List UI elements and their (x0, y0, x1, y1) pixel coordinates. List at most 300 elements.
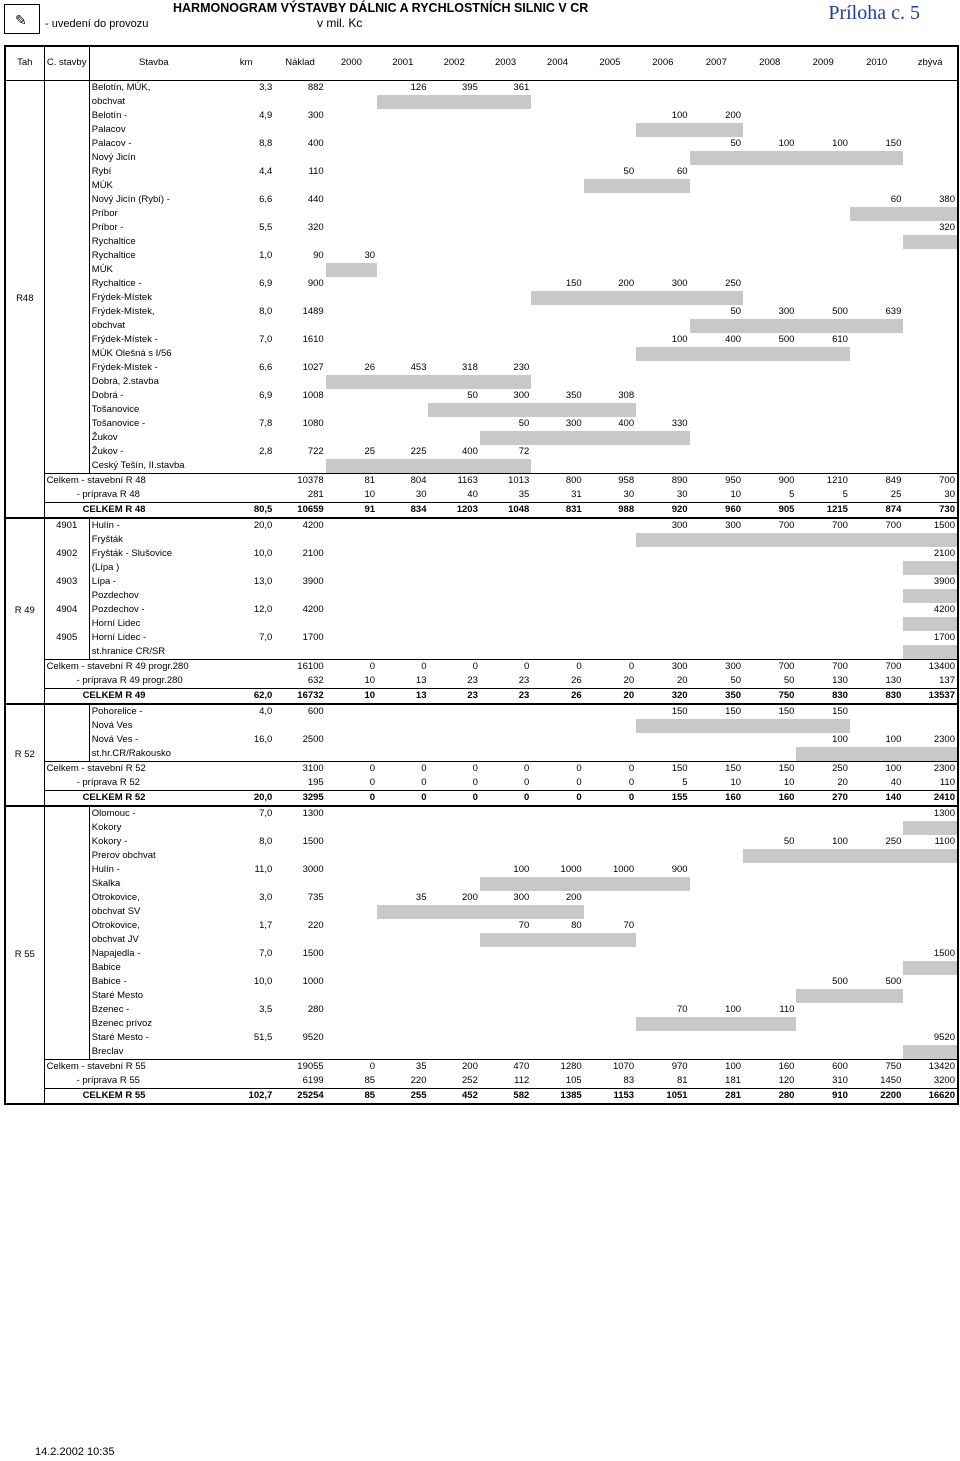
year-value (903, 1003, 958, 1017)
stavba-name-line2: Babice (91, 961, 121, 973)
year-value (903, 417, 958, 431)
empty-cell (218, 849, 275, 863)
schedule-bar-row (5, 403, 958, 417)
year-value (377, 417, 428, 431)
year-value (531, 305, 583, 319)
year-value (636, 221, 689, 235)
empty-cell (743, 589, 796, 603)
stavba-name: Príbor - (91, 221, 124, 233)
empty-cell (584, 961, 636, 975)
schedule-bar-row (5, 821, 958, 835)
year-value (531, 631, 583, 645)
year-value: 26 (531, 688, 583, 704)
year-value (531, 361, 583, 375)
column-header: zbývá (903, 46, 958, 80)
cost-value: 110 (308, 165, 324, 177)
year-value (480, 1003, 531, 1017)
stavby-number (44, 835, 89, 863)
km-value (218, 761, 275, 776)
schedule-bar (636, 347, 689, 361)
year-value: 308 (618, 389, 635, 401)
year-value (903, 277, 958, 291)
empty-cell (377, 719, 428, 733)
table-row (5, 445, 958, 459)
empty-cell (690, 375, 743, 389)
year-value: 23 (428, 688, 479, 704)
year-value (903, 445, 958, 459)
empty-cell (850, 431, 903, 445)
km-value (218, 1074, 275, 1089)
schedule-bar-row (5, 961, 958, 975)
year-value (584, 305, 636, 319)
empty-cell (274, 821, 325, 835)
year-value: 1500 (933, 947, 955, 959)
stavba-name-line2: Breclav (91, 1045, 124, 1057)
year-value: 300 (513, 389, 530, 401)
schedule-bar (480, 933, 531, 947)
year-value (636, 575, 689, 589)
year-value: 40 (890, 776, 902, 788)
year-value (584, 109, 636, 123)
cost-value: 3100 (274, 761, 325, 776)
year-value: 13 (415, 674, 427, 686)
year-value (480, 221, 531, 235)
cost-value: 600 (307, 705, 324, 717)
empty-cell (218, 933, 275, 947)
year-value: 700 (903, 473, 958, 488)
year-value: 1000 (560, 863, 582, 875)
empty-cell (480, 561, 531, 575)
km-value: 12,0 (253, 603, 273, 615)
schedule-bar-row (5, 989, 958, 1003)
year-value (377, 333, 428, 347)
row-label: - príprava R 52 (76, 776, 140, 788)
year-value: 3200 (933, 1074, 955, 1086)
year-value (428, 193, 479, 207)
column-header: 2010 (850, 46, 903, 80)
year-value (480, 603, 531, 617)
year-value: 50 (730, 137, 742, 149)
schedule-bar (743, 1017, 796, 1031)
column-header: Tah (5, 46, 44, 80)
empty-cell (743, 235, 796, 249)
empty-cell (636, 849, 689, 863)
year-value (326, 305, 377, 319)
empty-cell (903, 719, 958, 733)
year-value (531, 575, 583, 589)
year-value: 300 (725, 519, 742, 531)
year-value: 920 (636, 502, 689, 518)
stavba-name-line2: Prerov obchvat (91, 849, 156, 861)
empty-cell (377, 431, 428, 445)
km-value: 3,0 (259, 891, 273, 903)
year-value: 750 (850, 1059, 903, 1074)
empty-cell (531, 617, 583, 631)
year-value (850, 1003, 903, 1017)
empty-cell (326, 347, 377, 361)
column-header: km (218, 46, 275, 80)
year-value (636, 1031, 689, 1045)
empty-cell (377, 235, 428, 249)
year-value (584, 249, 636, 263)
cost-value: 1700 (302, 631, 324, 643)
year-value (326, 518, 377, 533)
year-value (326, 165, 377, 179)
schedule-bar (636, 123, 689, 137)
empty-cell (743, 123, 796, 137)
empty-cell (377, 933, 428, 947)
empty-cell (480, 151, 531, 165)
empty-cell (636, 95, 689, 109)
empty-cell (850, 905, 903, 919)
empty-cell (531, 319, 583, 333)
empty-cell (796, 375, 849, 389)
year-value: 150 (690, 761, 743, 776)
year-value: 0 (377, 659, 428, 674)
schedule-bar (480, 459, 531, 474)
year-value (850, 919, 903, 933)
year-value (636, 389, 689, 403)
schedule-bar-row (5, 1017, 958, 1031)
schedule-bar-row (5, 375, 958, 389)
year-value (743, 947, 796, 961)
year-value (584, 733, 636, 747)
year-value: 0 (326, 1059, 377, 1074)
schedule-bar-row (5, 561, 958, 575)
table-row (5, 109, 958, 123)
empty-cell (531, 645, 583, 660)
empty-cell (903, 123, 958, 137)
empty-cell (274, 905, 325, 919)
year-value (690, 733, 743, 747)
empty-cell (796, 821, 849, 835)
empty-cell (690, 821, 743, 835)
year-value (903, 919, 958, 933)
year-value: 874 (850, 502, 903, 518)
year-value: 30 (676, 488, 688, 500)
cost-value: 10378 (274, 473, 325, 488)
year-value: 0 (326, 761, 377, 776)
year-value: 70 (676, 1003, 688, 1015)
empty-cell (377, 291, 428, 305)
km-value: 1,7 (259, 919, 273, 931)
year-value: 30 (944, 488, 955, 500)
year-value: 4200 (933, 603, 955, 615)
empty-cell (796, 1045, 849, 1060)
empty-cell (274, 849, 325, 863)
year-value (796, 1031, 849, 1045)
empty-cell (743, 179, 796, 193)
km-value (218, 674, 275, 689)
empty-cell (796, 95, 849, 109)
year-value: 2300 (933, 733, 955, 745)
row-label: CELKEM R 55 (44, 1088, 218, 1104)
empty-cell (428, 1017, 479, 1031)
schedule-bar (743, 319, 796, 333)
empty-cell (743, 821, 796, 835)
schedule-bar-row (5, 905, 958, 919)
year-value (480, 518, 531, 533)
year-value (584, 947, 636, 961)
year-value: 120 (778, 1074, 795, 1086)
year-value (428, 1003, 479, 1017)
row-label: Celkem - stavební R 49 progr.280 (44, 659, 218, 674)
year-value: 30 (415, 488, 427, 500)
year-value: 700 (778, 519, 795, 531)
schedule-bar-row (5, 849, 958, 863)
empty-cell (326, 179, 377, 193)
stavba-name-line2: obchvat (91, 319, 126, 331)
empty-cell (218, 151, 275, 165)
year-value: 582 (480, 1088, 531, 1104)
year-value: 500 (832, 975, 848, 987)
year-value: 150 (725, 705, 742, 717)
km-value (218, 1059, 275, 1074)
empty-cell (377, 645, 428, 660)
year-value (377, 863, 428, 877)
stavba-name-line2: Nový Jicín (91, 151, 136, 163)
year-value (428, 137, 479, 151)
stavby-number (44, 947, 89, 975)
empty-cell (428, 849, 479, 863)
year-value (690, 165, 743, 179)
year-value (903, 109, 958, 123)
empty-cell (531, 95, 583, 109)
year-value (326, 704, 377, 719)
empty-cell (274, 459, 325, 474)
year-value (636, 80, 689, 95)
year-value (531, 1003, 583, 1017)
empty-cell (796, 291, 849, 305)
km-value: 62,0 (218, 688, 275, 704)
year-value: 100 (725, 1003, 742, 1015)
year-value (531, 806, 583, 821)
year-value (377, 547, 428, 561)
year-value (584, 80, 636, 95)
cost-value: 735 (307, 891, 324, 903)
year-value: 0 (628, 776, 635, 788)
stavba-name-line2: Príbor (91, 207, 118, 219)
stavba-name-line2: Rychaltice (91, 235, 136, 247)
stavba-name-line2: Skalka (91, 877, 121, 889)
year-value (480, 575, 531, 589)
stavba-name: Pozdechov - (91, 603, 145, 615)
cost-value: 722 (307, 445, 324, 457)
schedule-bar (326, 459, 377, 474)
cost-value: 632 (307, 674, 324, 686)
year-value (690, 249, 743, 263)
empty-cell (326, 123, 377, 137)
year-value (480, 975, 531, 989)
year-value: 200 (565, 891, 582, 903)
year-value (531, 547, 583, 561)
empty-cell (377, 123, 428, 137)
stavby-number (44, 919, 89, 947)
year-value (850, 704, 903, 719)
schedule-bar (690, 319, 743, 333)
empty-cell (903, 933, 958, 947)
schedule-bar (636, 877, 689, 891)
empty-cell (796, 877, 849, 891)
schedule-bar-row (5, 347, 958, 361)
empty-cell (636, 933, 689, 947)
year-value: 80 (571, 919, 582, 931)
km-value (218, 473, 275, 488)
total-row (5, 1088, 958, 1104)
year-value (636, 891, 689, 905)
empty-cell (218, 561, 275, 575)
year-value: 81 (326, 473, 377, 488)
column-header: 2000 (326, 46, 377, 80)
year-value (796, 947, 849, 961)
year-value: 1100 (934, 835, 955, 847)
empty-cell (480, 821, 531, 835)
empty-cell (428, 877, 479, 891)
table-row (5, 221, 958, 235)
year-value (326, 835, 377, 849)
stavba-name: Olomouc - (91, 807, 136, 819)
stavby-number (44, 193, 89, 221)
year-value (584, 891, 636, 905)
year-value: 600 (796, 1059, 849, 1074)
year-value: 25 (364, 445, 376, 457)
year-value (636, 835, 689, 849)
year-value (584, 333, 636, 347)
year-value: 50 (730, 674, 742, 686)
year-value (531, 947, 583, 961)
km-value: 6,9 (259, 277, 273, 289)
empty-cell (796, 179, 849, 193)
year-value (531, 109, 583, 123)
column-header: 2005 (584, 46, 636, 80)
year-value: 140 (850, 790, 903, 806)
schedule-bar (850, 533, 903, 547)
empty-cell (531, 207, 583, 221)
stavba-name: Staré Mesto - (91, 1031, 149, 1043)
year-value: 200 (725, 109, 742, 121)
stavby-number (44, 445, 89, 474)
cost-value: 1080 (302, 417, 324, 429)
schedule-bar (636, 719, 689, 733)
year-value (480, 704, 531, 719)
year-value: 16620 (903, 1088, 958, 1104)
year-value: 281 (690, 1088, 743, 1104)
year-value (428, 975, 479, 989)
year-value (480, 165, 531, 179)
year-value: 100 (778, 137, 795, 149)
schedule-bar (636, 533, 689, 547)
cost-value: 16732 (274, 688, 325, 704)
empty-cell (480, 179, 531, 193)
schedule-bar (428, 459, 479, 474)
empty-cell (690, 207, 743, 221)
year-value: 10 (364, 488, 376, 500)
year-value: 13537 (903, 688, 958, 704)
year-value (850, 631, 903, 645)
empty-cell (326, 905, 377, 919)
year-value: 23 (480, 688, 531, 704)
year-value (326, 891, 377, 905)
year-value (850, 547, 903, 561)
empty-cell (274, 123, 325, 137)
km-value: 80,5 (218, 502, 275, 518)
year-value (326, 109, 377, 123)
year-value: 26 (364, 361, 376, 373)
year-value (584, 518, 636, 533)
schedule-bar (796, 989, 849, 1003)
schedule-bar (796, 533, 849, 547)
empty-cell (584, 747, 636, 762)
subtotal-row (5, 674, 958, 689)
year-value: 100 (671, 333, 688, 345)
year-value (377, 249, 428, 263)
empty-cell (584, 1045, 636, 1060)
empty-cell (428, 347, 479, 361)
empty-cell (218, 1017, 275, 1031)
schedule-bar (531, 905, 583, 919)
empty-cell (850, 1017, 903, 1031)
schedule-bar (636, 1017, 689, 1031)
year-value: 380 (939, 193, 955, 205)
cost-value: 1489 (302, 305, 324, 317)
schedule-bar (584, 291, 636, 305)
row-label: Celkem - stavební R 48 (44, 473, 218, 488)
empty-cell (690, 989, 743, 1003)
year-value: 400 (618, 417, 635, 429)
year-value (903, 891, 958, 905)
schedule-bar (743, 719, 796, 733)
year-value: 300 (513, 891, 530, 903)
schedule-bar (428, 95, 479, 109)
year-value (690, 221, 743, 235)
year-value: 1500 (933, 519, 955, 531)
year-value: 130 (885, 674, 902, 686)
empty-cell (903, 179, 958, 193)
year-value (584, 603, 636, 617)
year-value (584, 835, 636, 849)
empty-cell (796, 961, 849, 975)
stavba-name: Hulín - (91, 519, 120, 531)
year-value: 0 (584, 761, 636, 776)
year-value (850, 165, 903, 179)
schedule-bar (903, 645, 958, 660)
empty-cell (274, 747, 325, 762)
stavby-number (44, 417, 89, 445)
cost-value: 220 (307, 919, 324, 931)
empty-cell (796, 589, 849, 603)
year-value (326, 1031, 377, 1045)
table-row (5, 389, 958, 403)
schedule-bar (584, 877, 636, 891)
year-value (377, 947, 428, 961)
year-value: 200 (462, 891, 478, 903)
stavba-name-line2: st.hr.CR/Rakousko (91, 747, 171, 759)
empty-cell (743, 403, 796, 417)
empty-cell (218, 235, 275, 249)
empty-cell (850, 719, 903, 733)
year-value (636, 919, 689, 933)
schedule-bar (743, 151, 796, 165)
cost-value: 280 (307, 1003, 324, 1015)
year-value (480, 249, 531, 263)
year-value: 2410 (903, 790, 958, 806)
year-value: 395 (462, 81, 478, 93)
year-value: 155 (636, 790, 689, 806)
schedule-bar (377, 459, 428, 474)
cost-value: 19055 (274, 1059, 325, 1074)
empty-cell (326, 151, 377, 165)
year-value (743, 733, 796, 747)
